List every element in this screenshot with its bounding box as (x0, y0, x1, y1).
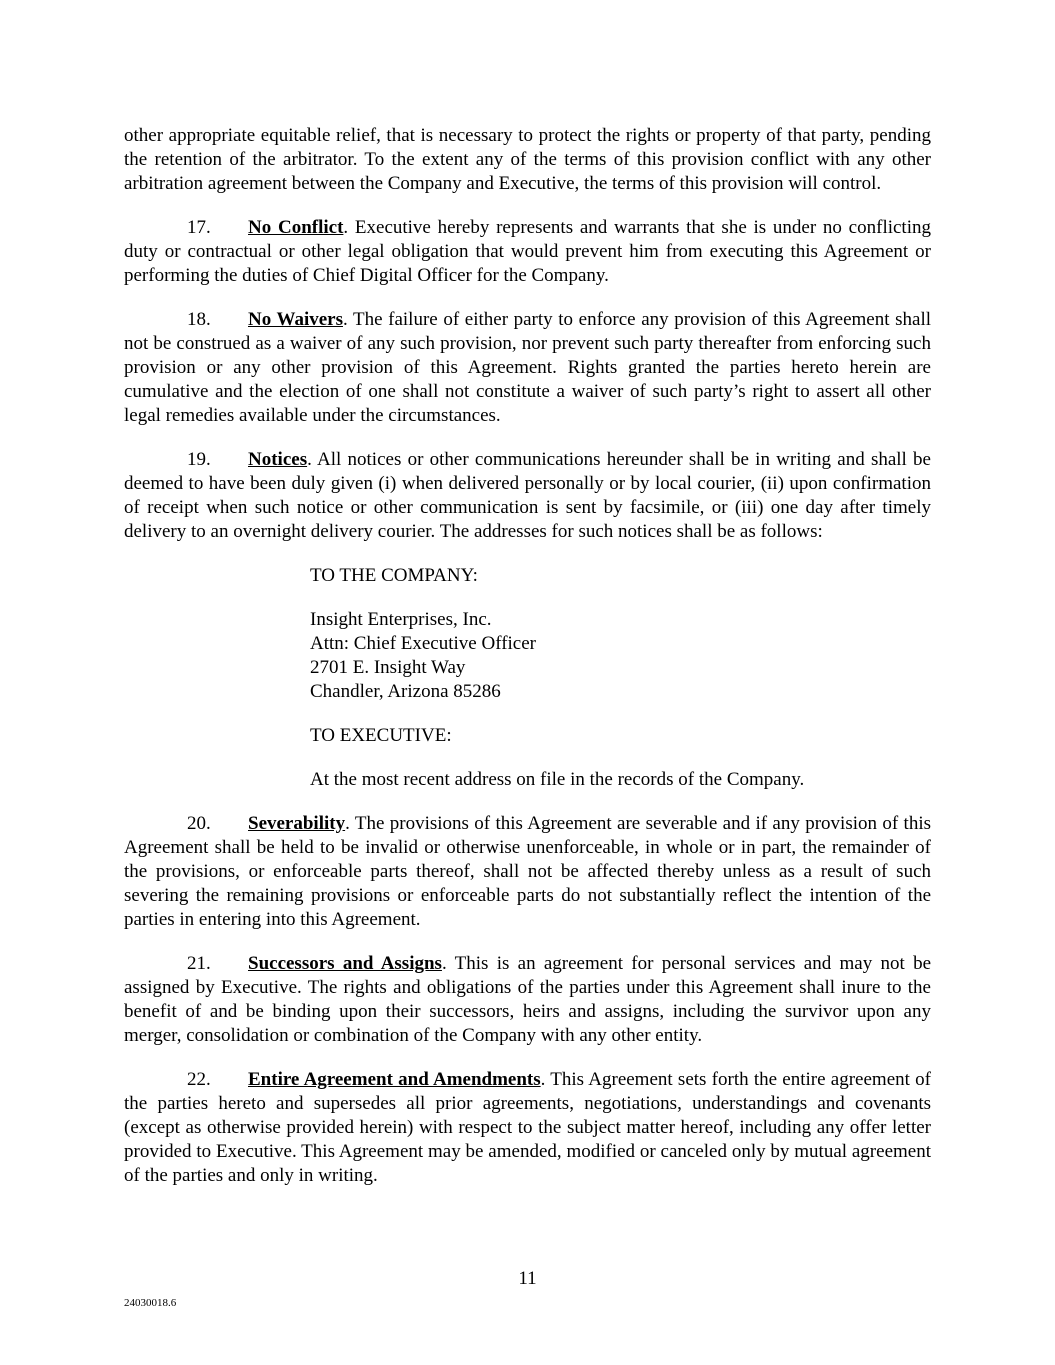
section-20 (124, 812, 931, 932)
section-18 (124, 308, 931, 428)
page-number: 11 (518, 1268, 537, 1289)
address-line: Insight Enterprises, Inc. (310, 609, 492, 630)
section-text: . The failure of either party to enforce any provision of this Agreement shall not be construed as a waiver of any such provision, nor prevent such party thereafter from enforcing such provision or any other provision of this Agreement. Rights granted the parties hereto herein are cumulative and the election of one shall not constitute a waiver of such party’s right to assert all other legal remedies available under the circumstances. (124, 309, 931, 426)
section-21 (124, 952, 931, 1048)
address-line: 2701 E. Insight Way (310, 657, 466, 678)
section-number: 21. (187, 953, 211, 974)
document-id: 24030018.6 (124, 1297, 177, 1309)
section-text: . This Agreement sets forth the entire agreement of the parties hereto and supersedes all prior agreements, negotiations, understandings and covenants (except as otherwise provided herein) with respect to the subject matter hereof, including any offer letter provided to Executive. This Agreement may be amended, modified or canceled only by mutual agreement of the parties and only in writing. (124, 1069, 931, 1186)
executive-notice-label: TO EXECUTIVE: (310, 725, 452, 746)
section-heading: No Conflict (248, 217, 344, 238)
executive-address-block (310, 768, 931, 792)
continuation-paragraph: other appropriate equitable relief, that is necessary to protect the rights or property of that party, pending the retention of the arbitrator. To the extent any of the terms of this provision conflict with any other arbitration agreement between the Company and Executive, the terms of this provision will control. (124, 125, 931, 194)
section-number: 18. (187, 309, 211, 330)
section-heading: No Waivers (248, 309, 343, 330)
executive-address: At the most recent address on file in the records of the Company. (310, 769, 805, 790)
section-number: 22. (187, 1069, 211, 1090)
section-heading: Successors and Assigns (248, 953, 442, 974)
section-text: . Executive hereby represents and warrants that she is under no conflicting duty or contractual or other legal obligation that would prevent him from executing this Agreement or performing the duties of Chief Digital Officer for the Company. (124, 217, 931, 286)
section-22 (124, 1068, 931, 1188)
section-number: 20. (187, 813, 211, 834)
section-heading: Notices (248, 449, 308, 470)
section-text: . This is an agreement for personal services and may not be assigned by Executive. The rights and obligations of the parties under this Agreement shall inure to the benefit of and be binding upon their successors, heirs and assigns, including the survivor upon any merger, consolidation or combination of the Company with any other entity. (124, 953, 931, 1046)
page-body (124, 124, 931, 1208)
address-line: Chandler, Arizona 85286 (310, 681, 501, 702)
company-address-block (310, 608, 931, 704)
section-text: . The provisions of this Agreement are severable and if any provision of this Agreement shall be held to be invalid or otherwise unenforceable, in whole or in part, the remainder of the provisions, or enforceable parts thereof, shall not be affected thereby unless as a result of such severing the remaining provisions or enforceable parts do not substantially reflect the intention of the parties in entering into this Agreement. (124, 813, 931, 930)
section-number: 17. (187, 217, 211, 238)
executive-notice-label-block (310, 724, 931, 748)
section-17 (124, 216, 931, 288)
address-line: Attn: Chief Executive Officer (310, 633, 536, 654)
company-notice-label: TO THE COMPANY: (310, 565, 478, 586)
section-text: . All notices or other communications hereunder shall be in writing and shall be deemed to have been duly given (i) when delivered personally or by local courier, (ii) upon confirmation of receipt when such notice or other communication is sent by facsimile, or (iii) one day after timely delivery to an overnight delivery courier. The addresses for such notices shall be as follows: (124, 449, 931, 542)
section-number: 19. (187, 449, 211, 470)
section-heading: Entire Agreement and Amendments (248, 1069, 541, 1090)
section-19 (124, 448, 931, 544)
section-heading: Severability (248, 813, 346, 834)
company-notice-label-block (310, 564, 931, 588)
